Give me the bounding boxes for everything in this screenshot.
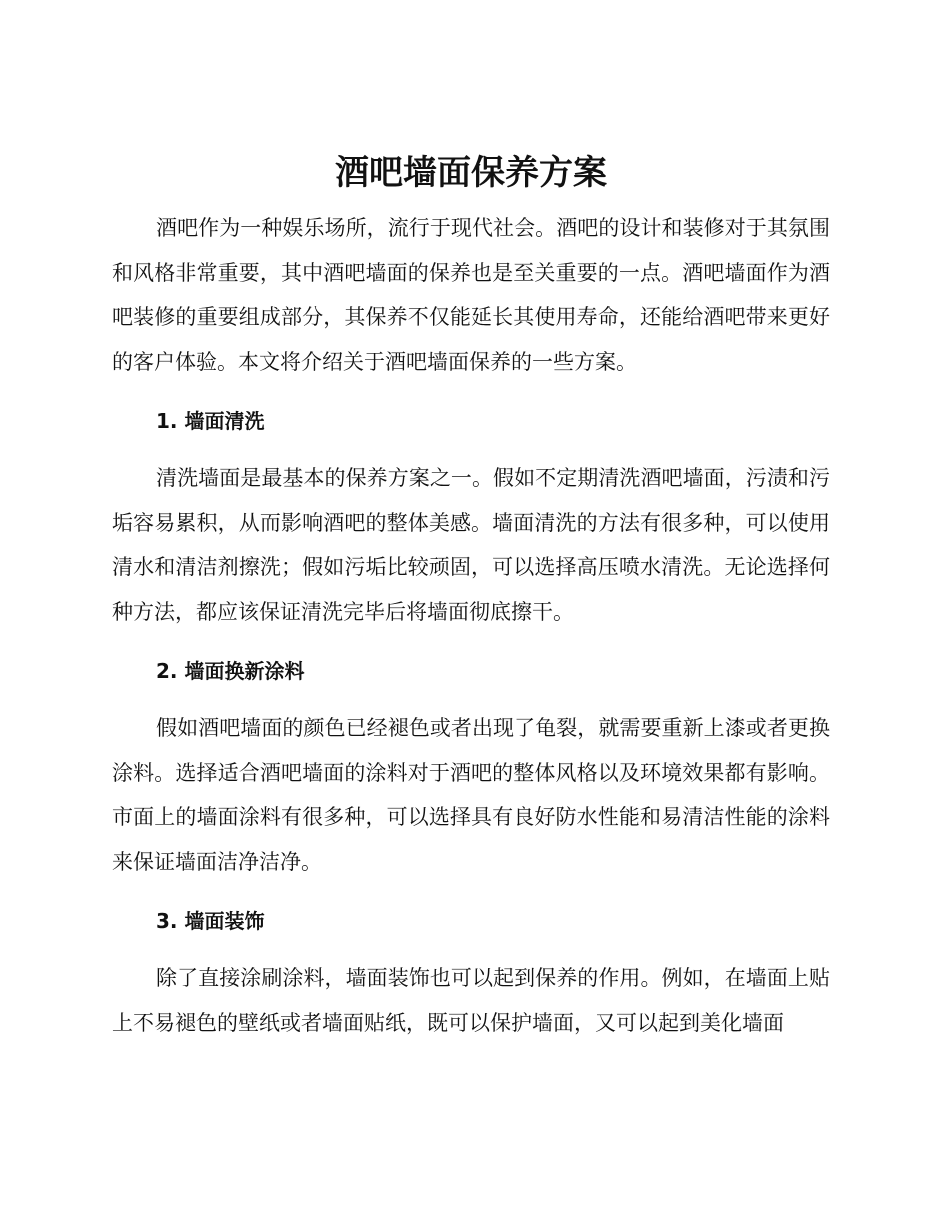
section-wall-cleaning	[112, 401, 830, 634]
section-decoration	[112, 901, 830, 1045]
section-heading: 2. 墙面换新涂料	[156, 659, 305, 683]
section-paragraph: 清洗墙面是最基本的保养方案之一。假如不定期清洗酒吧墙面，污渍和污垢容易累积，从而影响酒吧的整体美感。墙面清洗的方法有很多种，可以使用清水和清洁剂擦洗；假如污垢比较顽固，可以选择高压喷水清洗。无论选择何种方法，都应该保证清洗完毕后将墙面彻底擦干。	[112, 466, 830, 624]
document-page	[112, 150, 830, 1045]
document-title: 酒吧墙面保养方案	[335, 153, 607, 193]
section-paragraph: 假如酒吧墙面的颜色已经褪色或者出现了龟裂，就需要重新上漆或者更换涂料。选择适合酒吧墙面的涂料对于酒吧的整体风格以及环境效果都有影响。市面上的墙面涂料有很多种，可以选择具有良好防水性能和易清洁性能的涂料来保证墙面洁净洁净。	[112, 716, 830, 874]
section-heading: 1. 墙面清洗	[156, 409, 265, 433]
section-paragraph: 除了直接涂刷涂料，墙面装饰也可以起到保养的作用。例如，在墙面上贴上不易褪色的壁纸或者墙面贴纸，既可以保护墙面，又可以起到美化墙面	[112, 966, 830, 1035]
section-heading: 3. 墙面装饰	[156, 909, 265, 933]
intro-paragraph: 酒吧作为一种娱乐场所，流行于现代社会。酒吧的设计和装修对于其氛围和风格非常重要，其中酒吧墙面的保养也是至关重要的一点。酒吧墙面作为酒吧装修的重要组成部分，其保养不仅能延长其使用寿命，还能给酒吧带来更好的客户体验。本文将介绍关于酒吧墙面保养的一些方案。	[112, 216, 830, 374]
section-repaint	[112, 651, 830, 884]
